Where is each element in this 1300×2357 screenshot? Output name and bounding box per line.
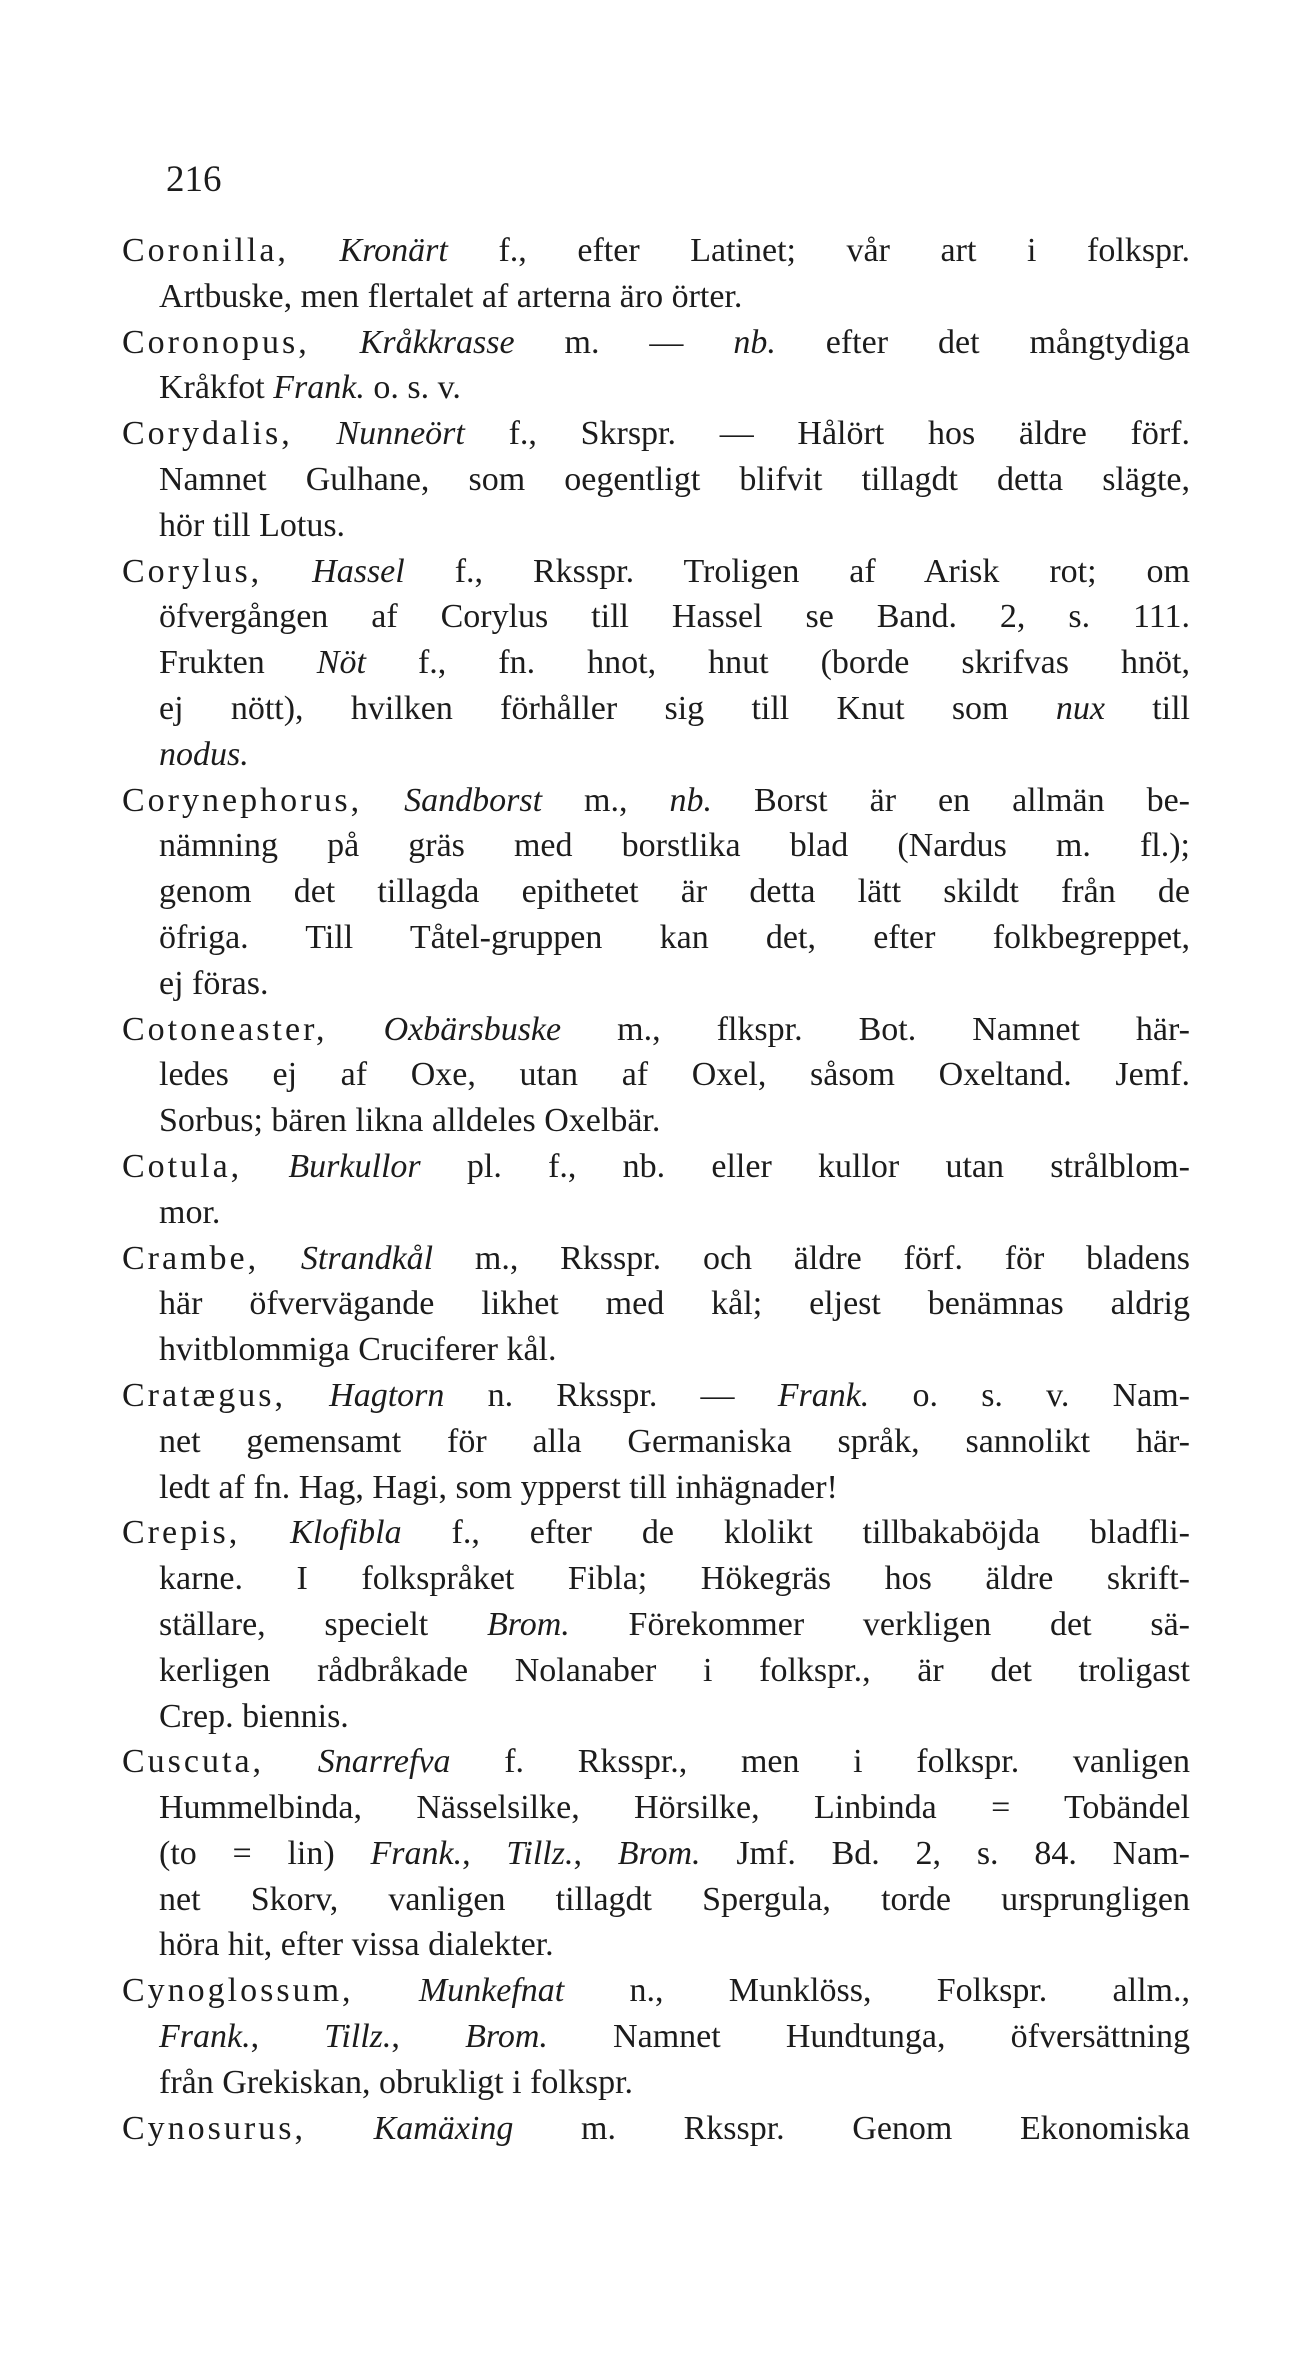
headword: Coronilla, [122,232,289,269]
entry-line: ej föras. [159,964,269,1002]
entry-crataegus [122,1373,1190,1510]
swedish-name: Burkullor [242,1147,421,1185]
headword: Corynephorus, [122,781,363,819]
entry-line: ej nött), hvilken förhåller sig till Knut som nux till [159,689,1190,727]
entry-line: Sorbus; bären likna alldeles Oxelbär. [159,1102,661,1140]
swedish-name: Munkefnat [353,1972,565,2010]
headword: Cuscuta, [122,1743,265,1781]
entry-line: net Skorv, vanligen tillagdt Spergula, torde ursprungligen [159,1880,1190,1918]
entry-line: ställare, specielt Brom. Förekommer verkligen det sä- [159,1605,1190,1643]
entry-line: höra hit, efter vissa dialekter. [159,1926,554,1964]
entry-line: Corydalis, Nunneört f., Skrspr. — Hålört hos äldre förf. [122,415,1190,453]
entry-line: Cratægus, Hagtorn n. Rksspr. — Frank. o. s. v. Nam- [122,1376,1190,1414]
headword: Cotoneaster, [122,1010,328,1048]
entry-corynephorus [122,778,1190,1007]
entry-line: Crambe, Strandkål m., Rksspr. och äldre förf. för bladens [122,1239,1191,1277]
swedish-name: Hagtorn [285,1376,445,1414]
swedish-name: Oxbärsbuske [327,1010,562,1048]
headword: Crambe, [122,1239,260,1277]
entry-line: Coronilla, Kronärt f., efter Latinet; vår art i folkspr. [122,232,1190,269]
entry-cynoglossum [122,1968,1190,2105]
entry-line: Coronopus, Kråkkrasse m. — nb. efter det mångtydiga [122,323,1190,361]
entry-line: nämning på gräs med borstlika blad (Nardus m. fl.); [159,827,1190,865]
entry-corydalis [122,411,1190,548]
page-number: 216 [166,159,222,200]
entry-line: Namnet Gulhane, som oegentligt blifvit tillagdt detta slägte, [159,460,1190,498]
entry-line: karne. I folkspråket Fibla; Hökegräs hos äldre skrift- [159,1560,1190,1598]
entry-line: genom det tillagda epithetet är detta lätt skildt från de [159,873,1190,911]
headword: Coronopus, [122,323,310,361]
entry-line: mor. [159,1193,221,1231]
swedish-name: Klofibla [240,1514,402,1552]
entry-line: Artbuske, men flertalet af arterna äro örter. [159,277,743,315]
headword: Cynoglossum, [122,1972,354,2010]
entry-line: Hummelbinda, Nässelsilke, Hörsilke, Linbinda = Tobändel [159,1789,1190,1827]
entry-line: hör till Lotus. [159,506,346,544]
entry-line: Cynoglossum, Munkefnat n., Munklöss, Folkspr. allm., [122,1972,1190,2010]
entry-crepis [122,1510,1190,1739]
entry-line: Corylus, Hassel f., Rksspr. Troligen af Arisk rot; om [122,552,1190,590]
entry-line: Frank., Tillz., Brom. Namnet Hundtunga, öfversättning [159,2018,1191,2056]
swedish-name: Sandborst [362,781,543,819]
entry-line: Cynosurus, Kamäxing m. Rksspr. Genom Ekonomiska [122,2109,1190,2147]
swedish-name: Hassel [262,552,405,590]
entry-coronilla [122,228,1190,320]
entry-line: Crepis, Klofibla f., efter de klolikt tillbakaböjda bladfli- [122,1514,1190,1552]
entry-cotula [122,1144,1190,1236]
entry-cuscuta [122,1739,1190,1968]
dictionary-entries [122,228,1190,2151]
headword: Cotula, [122,1147,243,1185]
swedish-name: Snarrefva [264,1743,451,1781]
entry-line: net gemensamt för alla Germaniska språk, sannolikt här- [159,1422,1190,1460]
entry-line: kerligen rådbråkade Nolanaber i folkspr., är det troligast [159,1651,1190,1689]
entry-line: Cotula, Burkullor pl. f., nb. eller kullor utan strålblom- [122,1147,1191,1185]
swedish-name: Kronärt [288,232,448,269]
swedish-name: Nunneört [292,415,465,453]
headword: Cynosurus, [122,2109,306,2147]
entry-line: Frukten Nöt f., fn. hnot, hnut (borde skrifvas hnöt, [159,644,1190,682]
entry-line: ledes ej af Oxe, utan af Oxel, såsom Oxeltand. Jemf. [159,1056,1190,1094]
entry-line: Crep. biennis. [159,1697,349,1735]
entry-line: öfvergången af Corylus till Hassel se Band. 2, s. 111. [159,598,1190,636]
swedish-name: Kråkkrasse [309,323,515,361]
headword: Cratægus, [122,1376,286,1414]
entry-line: nodus. [159,735,249,773]
entry-line: från Grekiskan, obrukligt i folkspr. [159,2063,634,2101]
entry-line: ledt af fn. Hag, Hagi, som ypperst till inhägnader! [159,1468,838,1506]
headword: Corylus, [122,552,263,590]
swedish-name: Kamäxing [305,2109,514,2147]
entry-crambe [122,1236,1190,1373]
entry-line: öfriga. Till Tåtel-gruppen kan det, efter folkbegreppet, [159,918,1190,956]
entry-line: Cotoneaster, Oxbärsbuske m., flkspr. Bot. Namnet här- [122,1010,1190,1048]
entry-line: Corynephorus, Sandborst m., nb. Borst är en allmän be- [122,781,1190,819]
entry-line: (to = lin) Frank., Tillz., Brom. Jmf. Bd. 2, s. 84. Nam- [159,1834,1191,1872]
entry-line: Kråkfot Frank. o. s. v. [159,369,461,407]
entry-line: hvitblommiga Cruciferer kål. [159,1331,557,1369]
entry-cynosurus [122,2106,1190,2152]
entry-corylus [122,549,1190,778]
headword: Corydalis, [122,415,293,453]
entry-cotoneaster [122,1007,1190,1144]
swedish-name: Strandkål [259,1239,434,1277]
headword: Crepis, [122,1514,241,1552]
entry-coronopus [122,320,1190,412]
entry-line: Cuscuta, Snarrefva f. Rksspr., men i folkspr. vanligen [122,1743,1190,1781]
entry-line: här öfvervägande likhet med kål; eljest benämnas aldrig [159,1285,1190,1323]
